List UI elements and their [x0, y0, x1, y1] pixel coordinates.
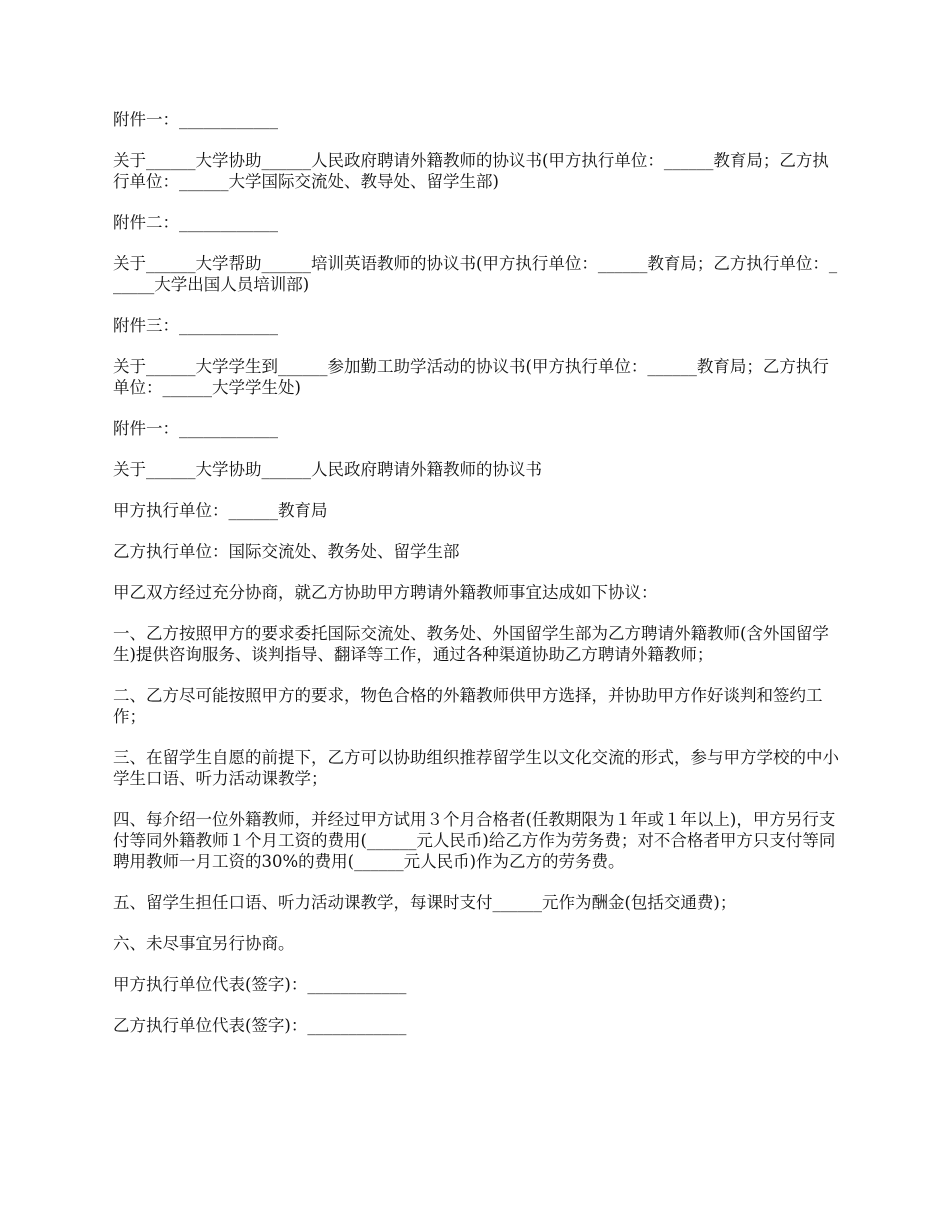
attachment-1-title: 关于______大学协助______人民政府聘请外籍教师的协议书(甲方执行单位：______教育局；乙方执行单位：______大学国际交流处、教导处、留学生部) — [113, 151, 829, 191]
party-b-signature-line: 乙方执行单位代表(签字)：____________ — [113, 1016, 407, 1035]
clause-6: 六、未尽事宜另行协商。 — [113, 934, 295, 953]
party-a-unit: 甲方执行单位：______教育局 — [113, 501, 328, 520]
attachment-3-heading: 附件三：____________ — [113, 316, 278, 335]
clause-5: 五、留学生担任口语、听力活动课教学，每课时支付______元作为酬金(包括交通费)； — [113, 893, 737, 912]
party-a-signature-line: 甲方执行单位代表(签字)：____________ — [113, 975, 407, 994]
attachment-2-heading: 附件二：____________ — [113, 213, 278, 232]
party-b-unit: 乙方执行单位：国际交流处、教务处、留学生部 — [113, 542, 460, 561]
clause-1: 一、乙方按照甲方的要求委托国际交流处、教务处、外国留学生部为乙方聘请外籍教师(含外国留学生)提供咨询服务、谈判指导、翻译等工作，通过各种渠道协助乙方聘请外籍教师； — [113, 624, 829, 664]
clause-2: 二、乙方尽可能按照甲方的要求，物色合格的外籍教师供甲方选择，并协助甲方作好谈判和签约工作； — [113, 686, 823, 726]
attachment-2-title: 关于______大学帮助______培训英语教师的协议书(甲方执行单位：______教育局；乙方执行单位：______大学出国人员培训部) — [113, 254, 838, 294]
clause-3: 三、在留学生自愿的前提下，乙方可以协助组织推荐留学生以文化交流的形式，参与甲方学校的中小学生口语、听力活动课教学； — [113, 748, 839, 788]
clause-4: 四、每介绍一位外籍教师，并经过甲方试用３个月合格者(任教期限为１年或１年以上)，甲方另行支付等同外籍教师１个月工资的费用(______元人民币)给乙方作为劳务费；对不合格者甲方只支付等同聘用教师一月工资的30%的费用(______元人民币)作为乙方的劳务费。 — [113, 810, 836, 871]
attachment-1-repeat-heading: 附件一：____________ — [113, 419, 278, 438]
agreement-title: 关于______大学协助______人民政府聘请外籍教师的协议书 — [113, 460, 542, 479]
attachment-3-title: 关于______大学学生到______参加勤工助学活动的协议书(甲方执行单位：______教育局；乙方执行单位：______大学学生处) — [113, 357, 829, 397]
preamble: 甲乙双方经过充分协商，就乙方协助甲方聘请外籍教师事宜达成如下协议： — [113, 583, 658, 602]
document-body — [113, 109, 840, 1056]
attachment-1-heading: 附件一：____________ — [113, 110, 278, 129]
